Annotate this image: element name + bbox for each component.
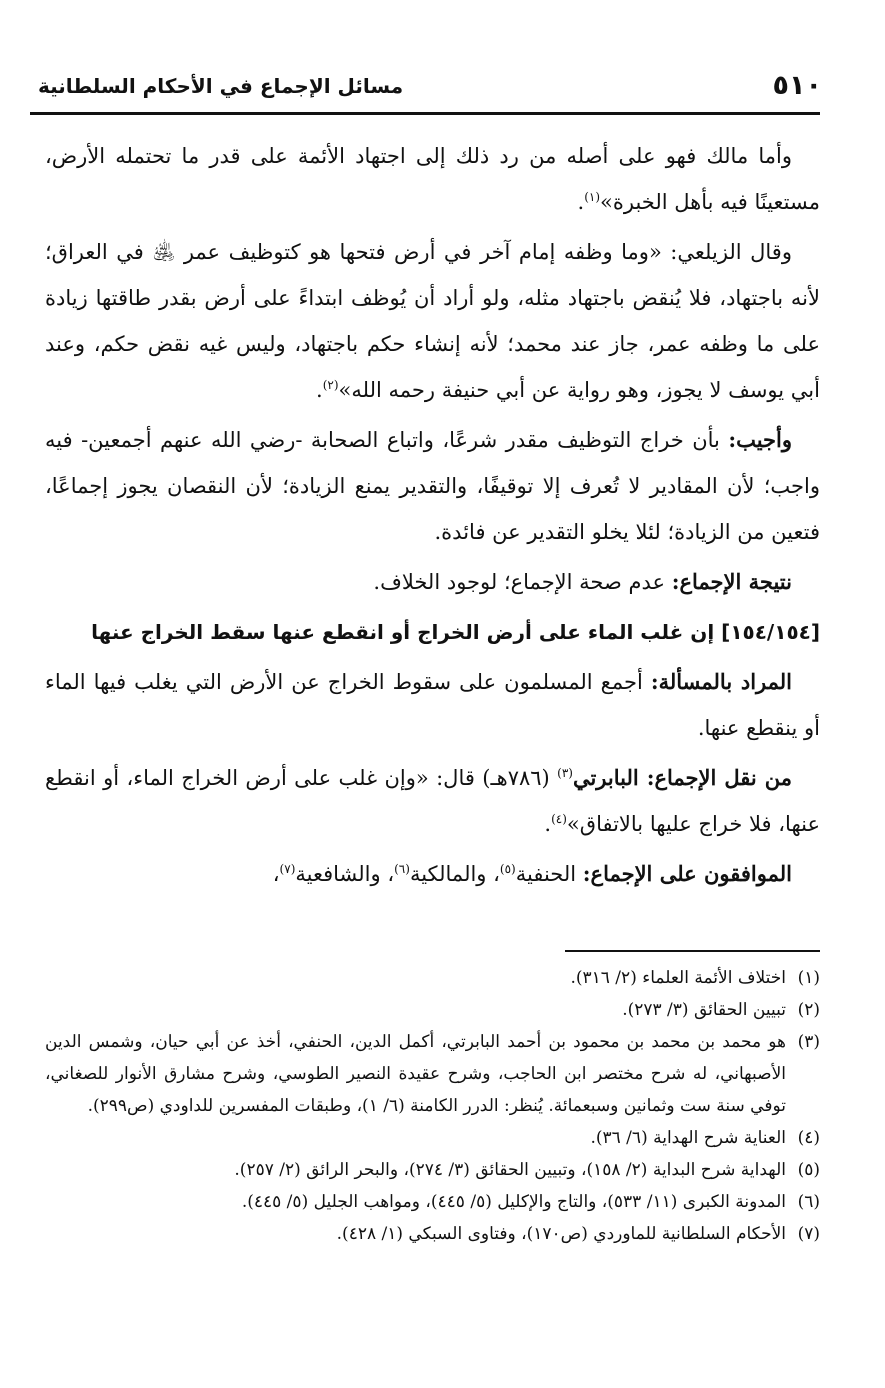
paragraph-text: ، والشافعية [295, 862, 395, 886]
paragraph-lead: المراد بالمسألة: [650, 669, 792, 694]
footnote-text: الأحكام السلطانية للماوردي (ص١٧٠)، وفتاوى السبكي (١/ ٤٢٨). [336, 1224, 786, 1244]
footnote-ref[interactable]: (٣) [557, 766, 573, 780]
paragraph [45, 559, 820, 605]
footnote [45, 1122, 820, 1154]
footnote-text: الهداية شرح البداية (٢/ ١٥٨)، وتبيين الحقائق (٣/ ٢٧٤)، والبحر الرائق (٢/ ٢٥٧). [234, 1160, 786, 1180]
paragraph-text: بأن خراج التوظيف مقدر شرعًا، واتباع الصحابة -رضي الله عنهم أجمعين- فيه واجب؛ لأن المقادير لا تُعرف إلا توقيفًا، والتقدير يمنع الزيادة؛ لأن النقصان يجوز إجماعًا، فتعين من الزيادة؛ لئلا يخلو التقدير عن فائدة. [45, 428, 820, 544]
footnote-ref[interactable]: (٥) [499, 862, 516, 876]
footnote-ref[interactable]: (٧) [279, 862, 296, 876]
issue-heading [45, 609, 820, 655]
footnote-text: هو محمد بن محمد بن محمود بن أحمد البابرتي، أكمل الدين، الحنفي، أخذ عن أبي حيان، وشمس الدين الأصبهاني، له شرح مختصر ابن الحاجب، وشرح عقيدة النصير الطوسي، وشرح مشارق الأنوار للصغاني، توفي سنة ست وثمانين وسبعمائة. يُنظر: الدرر الكامنة (٦/ ١)، وطبقات المفسرين للداودي (ص٢٩٩). [45, 1032, 786, 1116]
footnote [45, 962, 820, 994]
paragraph-text: ، والمالكية [409, 862, 500, 886]
footnote-number: (٢) [797, 1000, 820, 1020]
paragraph-text: وأما مالك فهو على أصله من رد ذلك إلى اجتهاد الأئمة على قدر ما تحتمله الأرض، مستعينًا فيه بأهل الخبرة» [45, 144, 820, 214]
paragraph-lead: من نقل الإجماع: البابرتي [572, 765, 792, 790]
footnote [45, 994, 820, 1026]
paragraph-text: أجمع المسلمون على سقوط الخراج عن الأرض التي يغلب فيها الماء أو ينقطع عنها. [45, 670, 820, 740]
page-number: ٥١٠ [772, 70, 822, 101]
paragraph-lead: وأجيب: [728, 427, 792, 452]
footnote-ref[interactable]: (٤) [551, 812, 567, 826]
page-header [30, 66, 830, 110]
paragraph-text: (٧٨٦هـ) قال: «وإن غلب على أرض الخراج الماء، أو انقطع عنها، فلا خراج عليها بالاتفاق» [45, 766, 820, 836]
footnote-separator [565, 950, 820, 952]
paragraph-text: ، [272, 862, 280, 886]
paragraph: وقال الزيلعي: «وما وظفه إمام آخر في أرض فتحها هو كتوظيف عمر ﵁ في العراق؛ لأنه باجتهاد، فلا يُنقض باجتهاد مثله، ولو أراد أن يُوظف ابتداءً على أرض بقدر طاقتها زيادة على ما وظفه عمر، جاز عند محمد؛ لأنه إنشاء حكم باجتهاد، وليس غيه نقض حكم، وعند أبي يوسف لا يجوز، وهو رواية عن أبي حنيفة رحمه الله»$^{(٢)}$. [45, 240, 820, 402]
running-title: مسائل الإجماع في الأحكام السلطانية [38, 74, 404, 98]
footnote-text: تبيين الحقائق (٣/ ٢٧٣). [622, 1000, 786, 1020]
paragraph [45, 851, 820, 897]
footnote-text: اختلاف الأئمة العلماء (٢/ ٣١٦). [570, 968, 786, 988]
footnote [45, 1154, 820, 1186]
issue-title: [١٥٤/١٥٤] إن غلب الماء على أرض الخراج أو انقطع عنها سقط الخراج عنها [91, 620, 820, 644]
footnote-number: (١) [797, 968, 820, 988]
footnote-number: (٧) [797, 1224, 820, 1244]
footnote-number: (٤) [797, 1128, 820, 1148]
footnotes [45, 962, 820, 1250]
footnote [45, 1186, 820, 1218]
footnote-number: (٦) [797, 1192, 820, 1212]
footnote-ref[interactable]: (١) [584, 190, 601, 204]
footnote [45, 1026, 820, 1122]
footnote-number: (٥) [797, 1160, 820, 1180]
main-text [45, 133, 820, 901]
paragraph [45, 417, 820, 555]
paragraph-text: عدم صحة الإجماع؛ لوجود الخلاف. [373, 570, 666, 594]
footnote-text: العناية شرح الهداية (٦/ ٣٦). [590, 1128, 786, 1148]
paragraph-lead: نتيجة الإجماع: [671, 569, 792, 594]
header-rule [30, 112, 820, 115]
paragraph [45, 659, 820, 751]
paragraph-text: الحنفية [515, 862, 577, 886]
paragraph: وأما مالك فهو على أصله من رد ذلك إلى اجتهاد الأئمة على قدر ما تحتمله الأرض، مستعينًا فيه بأهل الخبرة»$^{(١)}$. [45, 144, 820, 214]
paragraph-text: وقال الزيلعي: «وما وظفه إمام آخر في أرض فتحها هو كتوظيف عمر ﵁ في العراق؛ لأنه باجتهاد، فلا يُنقض باجتهاد مثله، ولو أراد أن يُوظف ابتداءً على أرض بقدر طاقتها زيادة على ما وظفه عمر، جاز عند محمد؛ لأنه إنشاء حكم باجتهاد، وليس غيه نقض حكم، وعند أبي يوسف لا يجوز، وهو رواية عن أبي حنيفة رحمه الله» [45, 240, 820, 402]
footnote-ref[interactable]: (٢) [322, 378, 339, 392]
footnote-ref[interactable]: (٦) [394, 862, 410, 876]
footnote [45, 1218, 820, 1250]
paragraph: من نقل الإجماع: البابرتي$^{(٣)}$ (٧٨٦هـ) قال: «وإن غلب على أرض الخراج الماء، أو انقطع عنها، فلا خراج عليها بالاتفاق»$^{(٤)}$. [45, 765, 820, 836]
footnote-number: (٣) [797, 1032, 820, 1052]
paragraph-lead: الموافقون على الإجماع: [582, 861, 792, 886]
footnote-text: المدونة الكبرى (١١/ ٥٣٣)، والتاج والإكليل (٥/ ٤٤٥)، ومواهب الجليل (٥/ ٤٤٥). [241, 1192, 786, 1212]
